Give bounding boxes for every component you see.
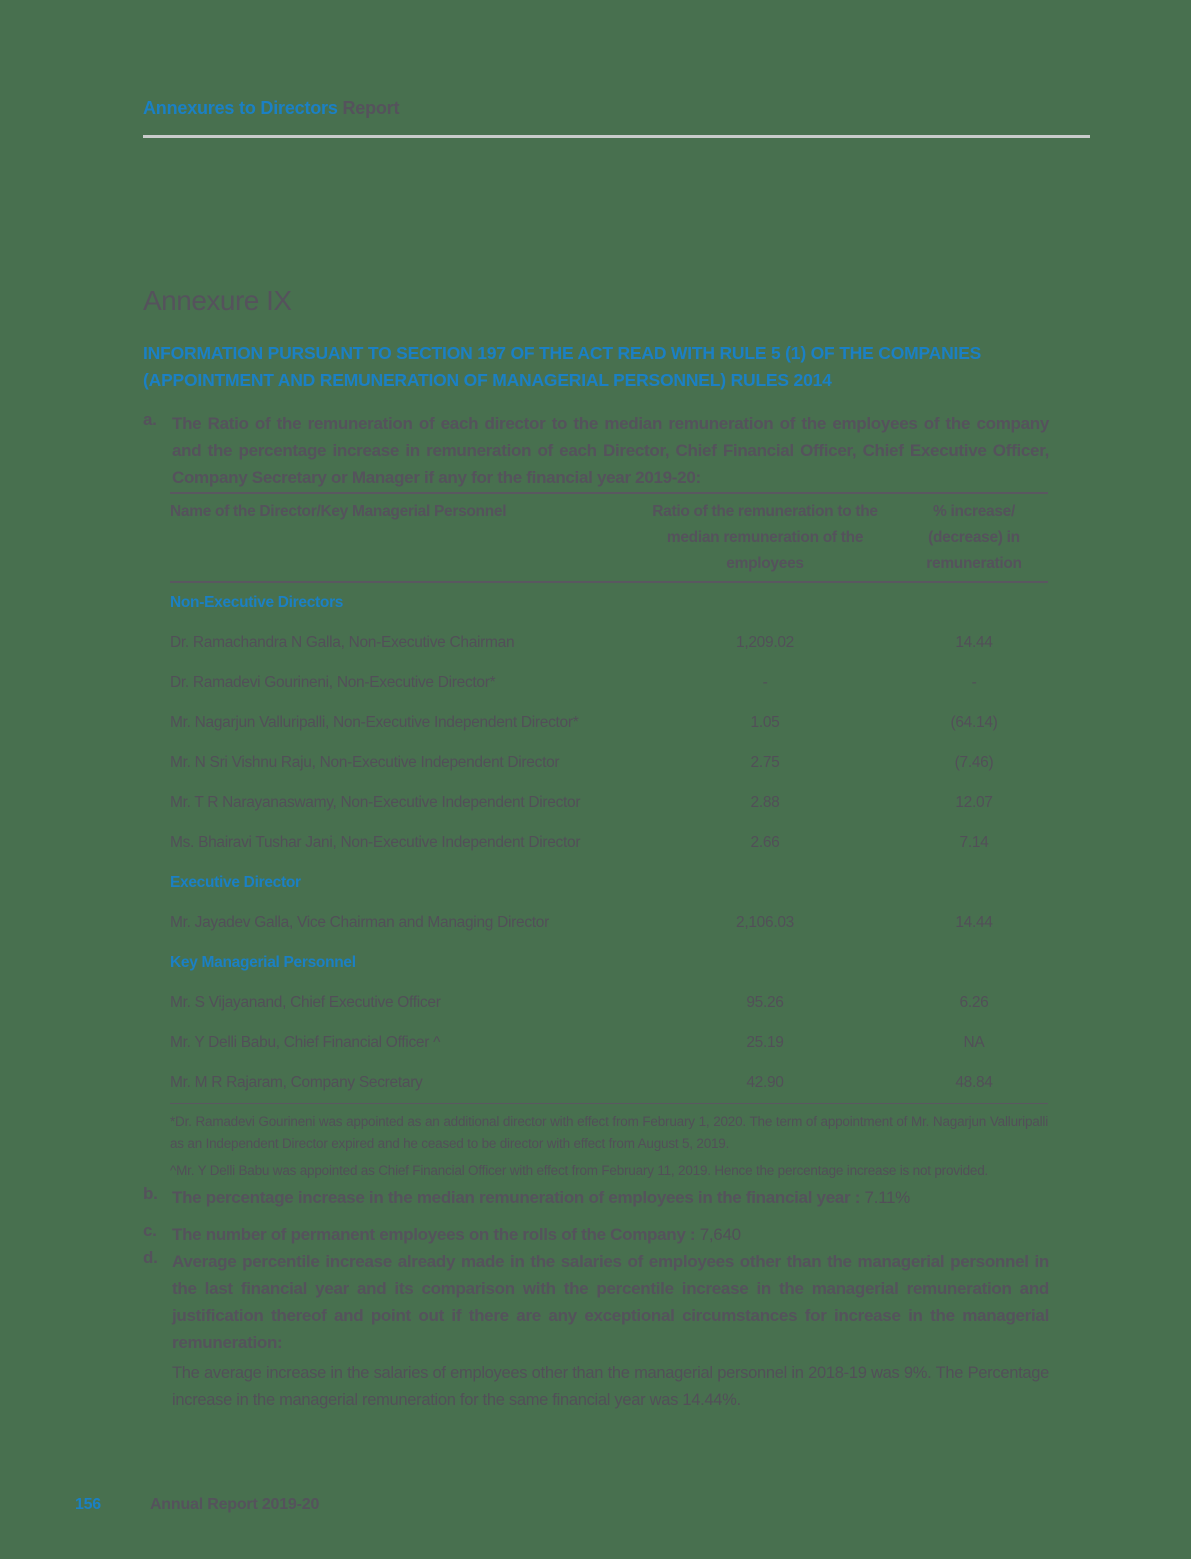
col-header-pct: % increase/ (decrease) in remuneration: [926, 503, 1022, 572]
cell-ratio: 42.90: [746, 1074, 784, 1091]
table-header-row: [170, 492, 1048, 583]
cell-pct: -: [971, 674, 977, 691]
page-footer: [75, 1496, 319, 1514]
col-header-ratio: Ratio of the remuneration to the median remuneration of the employees: [652, 503, 878, 572]
cell-name: Mr. Jayadev Galla, Vice Chairman and Managing Director: [170, 914, 549, 931]
cell-pct: 14.44: [955, 634, 993, 651]
cell-name: Mr. M R Rajaram, Company Secretary: [170, 1074, 423, 1091]
cell-name: Ms. Bhairavi Tushar Jani, Non-Executive Independent Director: [170, 834, 581, 851]
cell-pct: 6.26: [959, 994, 989, 1011]
footnote-asterisk: *Dr. Ramadevi Gourineni was appointed as an additional director with effect from February 1, 2020. The term of appointment of Mr. Nagarjun Valluripalli as an Independent Director expired and he ceased to be director with effect from August 5, 2019.: [170, 1114, 1048, 1151]
cell-name: Dr. Ramachandra N Galla, Non-Executive Chairman: [170, 634, 515, 651]
table-group-label: [170, 583, 1048, 623]
cell-pct: 12.07: [955, 794, 993, 811]
cell-pct: (7.46): [954, 754, 994, 771]
cell-pct: 7.14: [959, 834, 989, 851]
cell-pct: (64.14): [950, 714, 998, 731]
item-a: [143, 410, 1049, 491]
table-row: [170, 903, 1048, 943]
table-bottom-divider: [170, 1103, 1048, 1104]
item-b: [143, 1184, 1049, 1211]
item-b-marker: b.: [143, 1184, 158, 1203]
cell-ratio: 95.26: [746, 994, 784, 1011]
cell-pct: 14.44: [955, 914, 993, 931]
cell-name: Mr. Nagarjun Valluripalli, Non-Executive Independent Director*: [170, 714, 579, 731]
table-row: [170, 663, 1048, 703]
item-d-text: Average percentile increase already made in the salaries of employees other than the managerial personnel in the last financial year and its comparison with the percentile increase in the managerial remuneration and justification thereof and point out if there are any exceptional circumstances for increase in the managerial remuneration:: [172, 1252, 1049, 1352]
table-row: [170, 623, 1048, 663]
item-c-marker: c.: [143, 1221, 157, 1240]
cell-name: Mr. T R Narayanaswamy, Non-Executive Independent Director: [170, 794, 581, 811]
running-header-accent: Annexures to Directors: [143, 98, 338, 118]
item-b-value: 7.11%: [864, 1188, 910, 1207]
remuneration-table: [170, 492, 1048, 1104]
table-row: [170, 1023, 1048, 1063]
item-b-label: The percentage increase in the median remuneration of employees in the financial year :: [172, 1188, 865, 1207]
cell-name: Mr. S Vijayanand, Chief Executive Officer: [170, 994, 441, 1011]
cell-ratio: 25.19: [746, 1034, 784, 1051]
cell-name: Mr. Y Delli Babu, Chief Financial Officer ^: [170, 1034, 441, 1051]
item-c-value: 7,640: [699, 1225, 741, 1244]
item-d: [143, 1248, 1049, 1356]
table-group-label: [170, 943, 1048, 983]
cell-name: Mr. N Sri Vishnu Raju, Non-Executive Independent Director: [170, 754, 560, 771]
item-b-text: [172, 1184, 1049, 1211]
item-c-label: The number of permanent employees on the rolls of the Company :: [172, 1225, 700, 1244]
cell-pct: 48.84: [955, 1074, 993, 1091]
table-row: [170, 703, 1048, 743]
item-c-text: [172, 1221, 1049, 1248]
cell-ratio: 2.66: [750, 834, 780, 851]
table-row: [170, 983, 1048, 1023]
col-header-name: Name of the Director/Key Managerial Personnel: [170, 503, 507, 520]
table-row: [170, 823, 1048, 863]
table-row: [170, 1063, 1048, 1103]
cell-ratio: 1,209.02: [736, 634, 794, 651]
item-c: [143, 1221, 1049, 1248]
cell-ratio: 2.88: [750, 794, 780, 811]
cell-name: Dr. Ramadevi Gourineni, Non-Executive Director*: [170, 674, 496, 691]
item-a-marker: a.: [143, 410, 157, 429]
item-d-marker: d.: [143, 1248, 158, 1267]
page-number: 156: [75, 1496, 101, 1513]
section-heading: INFORMATION PURSUANT TO SECTION 197 OF THE ACT READ WITH RULE 5 (1) OF THE COMPANIES (APPOINTMENT AND REMUNERATION OF MANAGERIAL PERSONNEL) RULES 2014: [143, 343, 982, 390]
group-label-kmp: Key Managerial Personnel: [170, 954, 356, 971]
item-d-paragraph: The average increase in the salaries of employees other than the managerial personnel in 2018-19 was 9%. The Percentage increase in the managerial remuneration for the same financial year was 14.44%.: [172, 1364, 1049, 1409]
cell-ratio: 2,106.03: [736, 914, 794, 931]
cell-ratio: 2.75: [750, 754, 780, 771]
header-divider: [143, 135, 1090, 138]
cell-pct: NA: [963, 1034, 985, 1051]
running-header: [143, 98, 399, 119]
group-label-executive: Executive Director: [170, 874, 301, 891]
table-group-label: [170, 863, 1048, 903]
annexure-title: Annexure IX: [143, 285, 292, 316]
cell-ratio: -: [762, 674, 768, 691]
running-header-rest: Report: [342, 98, 400, 118]
footer-label: Annual Report 2019-20: [149, 1496, 320, 1513]
group-label-non-executive: Non-Executive Directors: [170, 594, 344, 611]
cell-ratio: 1.05: [750, 714, 780, 731]
table-row: [170, 783, 1048, 823]
table-row: [170, 743, 1048, 783]
item-a-text: The Ratio of the remuneration of each director to the median remuneration of the employees of the company and the percentage increase in remuneration of each Director, Chief Financial Officer, Chief Executive Officer, Company Secretary or Manager if any for the financial year 2019-20:: [172, 414, 1049, 487]
footnote-caret: ^Mr. Y Delli Babu was appointed as Chief Financial Officer with effect from February 11, 2019. Hence the percentage increase is not provided.: [170, 1163, 989, 1178]
remuneration-table-block: [170, 492, 1048, 1182]
